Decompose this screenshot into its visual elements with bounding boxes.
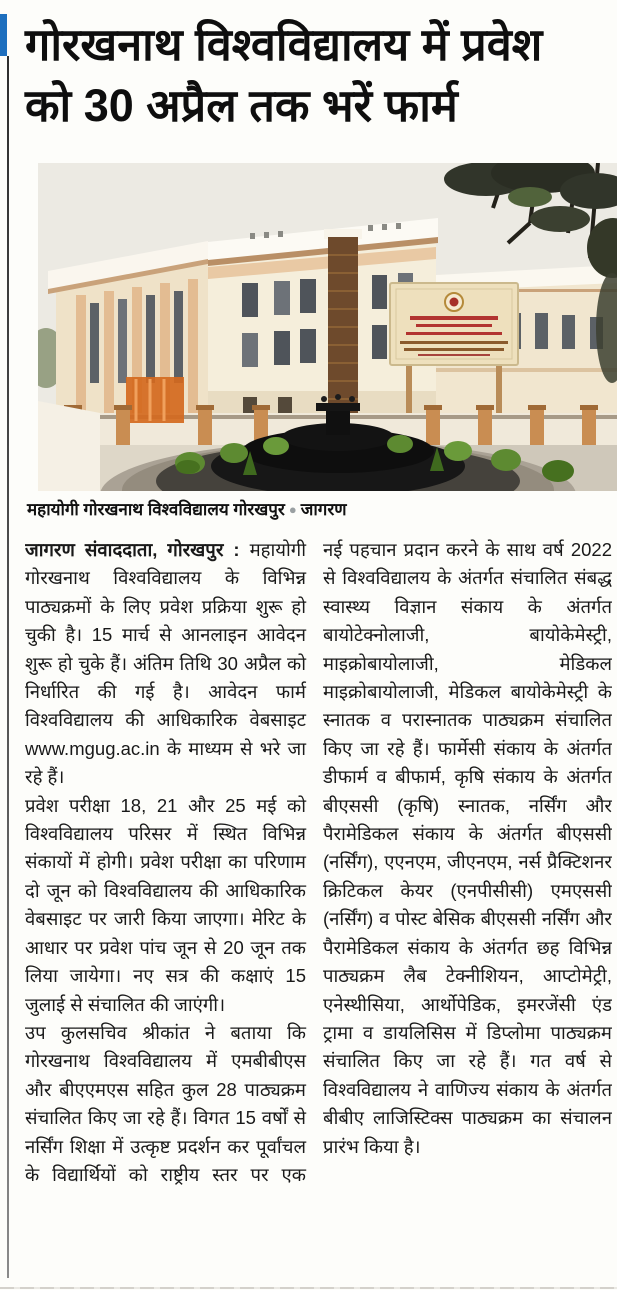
byline: जागरण संवाददाता, गोरखपुर : xyxy=(25,539,240,560)
article-photo xyxy=(38,163,617,491)
paragraph-lead-text: महायोगी गोरखनाथ विश्वविद्यालय के विभिन्न पाठ्यक्रमों के लिए प्रवेश प्रक्रिया शुरू हो चुकी है। 15 मार्च से आनलाइन आवेदन शुरू हो चुके हैं। अंतिम तिथि 30 अप्रैल को निर्धारित की गई है। आवेदन फार्म विश्वविद्यालय की आधिकारिक वेबसाइट www.mgug.ac.in के माध्यम से भरे जा रहे हैं। xyxy=(25,539,306,788)
article-columns xyxy=(25,536,612,1189)
accent-bar xyxy=(0,14,7,56)
column-left xyxy=(25,536,306,1189)
headline xyxy=(25,14,610,136)
photo-credit: जागरण xyxy=(300,500,347,519)
paragraph-lead xyxy=(25,536,306,792)
paragraph: प्रवेश परीक्षा 18, 21 और 25 मई को विश्वविद्यालय परिसर में स्थित विभिन्न संकायों में होगी। प्रवेश परीक्षा का परिणाम दो जून को विश्वविद्यालय की आधिकारिक वेबसाइट पर जारी किया जाएगा। मेरिट के आधार पर प्रवेश पांच जून से 20 जून तक लिया जायेगा। नए सत्र की कक्षाएं 15 जुलाई से संचालित की जाएंगी। xyxy=(25,794,306,1015)
bottom-divider xyxy=(0,1287,617,1289)
article-body xyxy=(25,536,612,1284)
university-building-photo xyxy=(38,163,617,491)
photo-caption xyxy=(27,497,607,520)
photo-caption-text: महायोगी गोरखनाथ विश्वविद्यालय गोरखपुर xyxy=(27,500,285,519)
headline-line-2: को 30 अप्रैल तक भरें फार्म xyxy=(25,80,458,131)
bullet-separator-icon: ● xyxy=(288,502,297,517)
paragraph: उप कुलसचिव श्रीकांत ने बताया कि गोरखनाथ विश्वविद्यालय में एमबीबीएस और बीएएमएस सहित कुल 28 पाठ्यक्रम संचालित किए जा रहे हैं। विगत 15 वर्षों से नर्सिंग शिक्षा में उत्कृष्ट प्रदर्शन कर पूर्वांचल के विद्यार्थियों को राष्ट्रीय स्तर पर एक xyxy=(25,1021,306,1185)
left-column-rule xyxy=(7,56,9,1278)
headline-line-1: गोरखनाथ विश्वविद्यालय में प्रवेश xyxy=(25,19,543,70)
paragraph: नई पहचान प्रदान करने के साथ वर्ष 2022 से विश्वविद्यालय के अंतर्गत संचालित संबद्ध स्वास्थ्य विज्ञान संकाय के अंतर्गत बायोटेक्नोलाजी, बायोकेमेस्ट्री, माइक्रोबायोलाजी, मेडिकल माइक्रोबायोलाजी, मेडिकल बायोकेमेस्ट्री के स्नातक व परास्नातक पाठ्यक्रम संचालित किए जा रहे हैं। फार्मेसी संकाय के अंतर्गत डीफार्म व बीफार्म, कृषि संकाय के अंतर्गत बीएससी (कृषि) स्नातक, नर्सिंग और पैरामेडिकल संकाय के अंतर्गत बीएससी (नर्सिंग), एएनएम, जीएनएम, नर्स प्रैक्टिशनर क्रिटिकल केयर (एनपीसीसी) एमएससी (नर्सिंग) व पोस्ट बेसिक बीएससी नर्सिंग और पैरामेडिकल संकाय के अंतर्गत छह विभिन्न पाठ्यक्रम लैब टेक्नीशियन, आप्टोमेट्री, एनेस्थीसिया, आर्थोपेडिक, इमरजेंसी एंड ट्रामा व डायलिसिस में डिप्लोमा पाठ्यक्रम संचालित किए जा रहे हैं। गत वर्ष से विश्वविद्यालय ने वाणिज्य संकाय के अंतर्गत बीबीए लाजिस्टिक्स पाठ्यक्रम का संचालन प्रारंभ किया है। xyxy=(323,539,612,1157)
column-right xyxy=(323,536,612,1189)
